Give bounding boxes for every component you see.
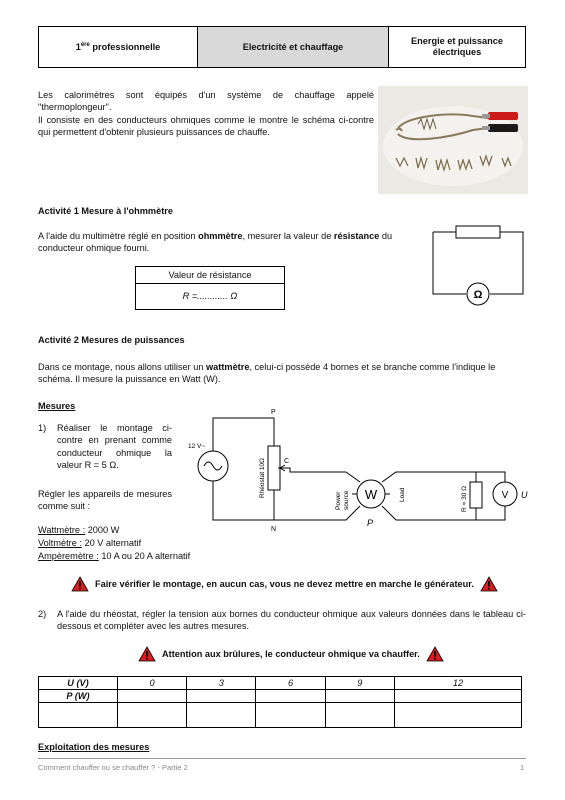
voltmeter-symbol: V [501,490,509,501]
activity1-title: Activité 1 Mesure à l'ohmmètre [38,206,173,216]
table-cell[interactable] [394,690,521,703]
circuit-label-power: Power [335,491,342,510]
setting-wattmetre: Wattmètre : 2000 W [38,525,120,535]
warning-2-text: Attention aux brûlures, le conducteur ohmique va chauffer. [162,648,420,659]
table-cell[interactable] [325,703,394,728]
intro-text [38,89,374,139]
header-topic: Energie et puissance électriques [389,27,526,68]
table-cell[interactable] [394,703,521,728]
ohmmeter-circuit [428,222,528,306]
circuit-label-rheostat: Rhéostat 10Ω [259,458,266,498]
wattmeter-symbol: W [364,487,378,502]
footer-page-number: 1 [520,763,525,772]
warning-triangle-icon [426,646,444,662]
circuit-label-pw: P [366,518,374,528]
header-subject: Electricité et chauffage [198,27,389,68]
warning-1-text: Faire vérifier le montage, en aucun cas, vous ne devez mettre en marche le générateur. [95,578,474,589]
activity2-text: Dans ce montage, nous allons utiliser un wattmètre, celui-ci possède 4 bornes et se branche comme l'indique le schéma. Il mesure la puissance en Watt (W). [38,362,496,385]
circuit-label-load: Load [399,487,406,502]
wattmeter-circuit [180,402,530,538]
table-cell: 3 [187,677,256,690]
table-row [39,690,522,703]
warning-triangle-icon [480,576,498,592]
table-row [39,677,522,690]
table-row [39,703,522,728]
circuit-label-c: C [284,458,290,465]
table-cell: 12 [394,677,521,690]
table-cell[interactable] [256,690,325,703]
step1-number: 1) [38,423,47,433]
intro-p2: Il consiste en des conducteurs ohmiques comme le montre le schéma ci-contre qui permettent d'obtenir plusieurs puissances de chauffe. [38,114,374,138]
circuit-label-r: R = 30 Ω [461,486,468,512]
mesures-title: Mesures [38,401,76,411]
measurement-table [38,676,522,728]
table-cell[interactable] [187,703,256,728]
table-label-u: U (V) [39,677,118,690]
table-label-p: P (W) [39,690,118,703]
circuit-label-u: U [521,490,528,500]
intro-p1: Les calorimètres sont équipés d'un système de chauffage appelé "thermoplongeur". [38,90,374,113]
step2-number: 2) [38,609,47,619]
table-cell[interactable] [118,703,187,728]
resistance-box-header: Valeur de résistance [136,267,284,284]
step2-text: A l'aide du rhéostat, régler la tension aux bornes du conducteur ohmique aux valeurs données dans le tableau ci-dessous et compléter avec les autres mesures. [57,609,526,632]
resistance-box [135,266,285,310]
table-cell[interactable] [325,690,394,703]
table-cell[interactable] [118,690,187,703]
activity1-text: A l'aide du multimètre réglé en position ohmmètre, mesurer la valeur de résistance du conducteur ohmique fourni. [38,231,393,254]
header-level: 1ère professionnelle [39,27,198,68]
warning-1 [71,576,498,592]
step1-text: Réaliser le montage ci-contre en prenant comme conducteur ohmique la valeur R = 5 Ω. [57,423,172,471]
setting-voltmetre: Voltmètre : 20 V alternatif [38,538,142,548]
ohmmeter-symbol: Ω [473,289,483,301]
circuit-label-source2: source [343,490,350,510]
thermoplongeur-photo [378,86,528,194]
table-cell: 6 [256,677,325,690]
resistance-box-value: R =............ Ω [182,291,238,301]
exploitation-title: Exploitation des mesures [38,742,150,752]
header-table [38,26,526,68]
footer-title: Comment chauffer ou se chauffer ? - Partie 2 [38,763,188,772]
warning-2 [138,646,444,662]
settings-intro: Régler les appareils de mesures comme suit : [38,489,172,512]
circuit-label-source: 12 V~ [188,443,206,450]
table-cell[interactable] [256,703,325,728]
table-cell: 0 [118,677,187,690]
circuit-label-n: N [271,526,277,533]
warning-triangle-icon [138,646,156,662]
activity2-title: Activité 2 Mesures de puissances [38,335,185,345]
setting-amperemetre: Ampèremètre : 10 A ou 20 A alternatif [38,551,191,561]
warning-triangle-icon [71,576,89,592]
table-cell[interactable] [39,703,118,728]
table-cell[interactable] [187,690,256,703]
footer-divider [38,758,526,759]
table-cell: 9 [325,677,394,690]
circuit-label-p: P [271,409,276,416]
